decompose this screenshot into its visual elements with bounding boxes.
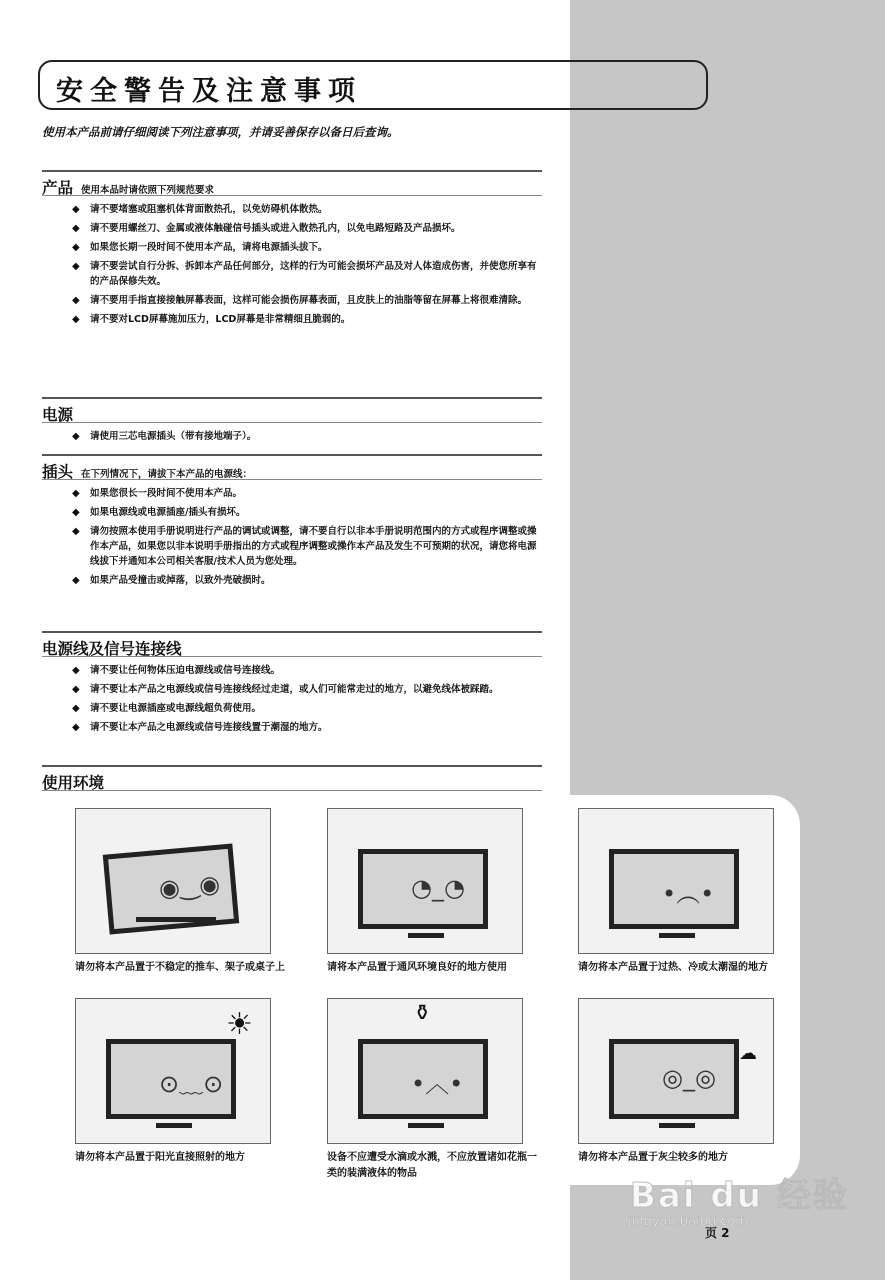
illustration-caption: 设备不应遭受水滴或水溅，不应放置诸如花瓶一类的装满液体的物品 bbox=[327, 1152, 537, 1179]
diamond-bullet-icon: ◆ bbox=[72, 431, 80, 442]
list-item: ◆ 请不要让任何物体压迫电源线或信号连接线。 bbox=[72, 665, 281, 676]
section-header bbox=[42, 767, 542, 791]
bullet-list bbox=[42, 429, 542, 444]
diamond-bullet-icon: ◆ bbox=[72, 665, 80, 676]
section-power bbox=[42, 397, 542, 448]
list-item: ◆ 请不要对LCD屏幕施加压力，LCD屏幕是非常精细且脆弱的。 bbox=[72, 314, 351, 325]
tv-stand-icon bbox=[408, 933, 444, 938]
tv-face-icon: ◔_◔ bbox=[411, 874, 465, 902]
vase-icon: ⚱ bbox=[413, 1001, 432, 1026]
illustration-frame bbox=[75, 998, 271, 1144]
section-header bbox=[42, 172, 542, 196]
tv-icon bbox=[609, 849, 739, 929]
illustration-frame bbox=[578, 998, 774, 1144]
tv-face-icon: ⊙﹏⊙ bbox=[159, 1070, 224, 1098]
cart-icon bbox=[136, 917, 216, 922]
bullet-list bbox=[42, 486, 542, 588]
tv-face-icon: ◎_◎ bbox=[662, 1064, 716, 1092]
watermark-url: jingyan.baidu.com bbox=[628, 1214, 748, 1229]
dust-icon: ☁ bbox=[739, 1043, 757, 1064]
diamond-bullet-icon: ◆ bbox=[72, 722, 80, 733]
sun-icon: ☀ bbox=[226, 1007, 253, 1042]
intro-text: 使用本产品前请仔细阅读下列注意事项，并请妥善保存以备日后查询。 bbox=[42, 125, 399, 139]
diamond-bullet-icon: ◆ bbox=[72, 314, 80, 325]
list-item: ◆ 请不要让本产品之电源线或信号连接线置于潮湿的地方。 bbox=[72, 722, 328, 733]
section-product bbox=[42, 170, 542, 331]
list-item: ◆ 请不要用螺丝刀、金属或液体触碰信号插头或进入散热孔内，以免电路短路及产品损坏。 bbox=[72, 223, 461, 234]
list-item: ◆ 请不要堵塞或阻塞机体背面散热孔，以免妨碍机体散热。 bbox=[72, 204, 328, 215]
tv-face-icon: ◉‿◉ bbox=[157, 869, 222, 903]
env-illustration-dust bbox=[578, 998, 778, 1166]
list-item: ◆ 请不要尝试自行分拆、拆卸本产品任何部分，这样的行为可能会损坏产品及对人体造成伤害，并使您所享有的产品保修失效。 bbox=[72, 261, 537, 287]
diamond-bullet-icon: ◆ bbox=[72, 575, 80, 586]
illustration-frame bbox=[578, 808, 774, 954]
list-item: ◆ 请使用三芯电源插头（带有接地端子）。 bbox=[72, 431, 257, 442]
diamond-bullet-icon: ◆ bbox=[72, 684, 80, 695]
section-cable bbox=[42, 631, 542, 739]
section-title: 插头 bbox=[42, 463, 74, 481]
section-title: 产品 bbox=[42, 179, 74, 197]
section-header bbox=[42, 399, 542, 423]
illustration-frame bbox=[75, 808, 271, 954]
section-environment bbox=[42, 765, 542, 791]
section-header bbox=[42, 633, 542, 657]
list-item: ◆ 请勿按照本使用手册说明进行产品的调试或调整，请不要自行以非本手册说明范围内的方式或程序调整或操作本产品，如果您以非本说明手册指出的方式或程序调整或操作本产品及发生不可预期的状况，请您将电源线拔下并通知本公司相关客服/技术人员为您处理。 bbox=[72, 526, 537, 567]
bullet-list bbox=[42, 202, 542, 327]
section-plug bbox=[42, 454, 542, 592]
diamond-bullet-icon: ◆ bbox=[72, 261, 80, 272]
illustration-caption: 请勿将本产品置于不稳定的推车、架子或桌子上 bbox=[75, 962, 285, 973]
illustration-frame bbox=[327, 808, 523, 954]
page-title-box bbox=[38, 60, 708, 110]
diamond-bullet-icon: ◆ bbox=[72, 204, 80, 215]
diamond-bullet-icon: ◆ bbox=[72, 703, 80, 714]
env-illustration-water bbox=[327, 998, 537, 1182]
tv-stand-icon bbox=[408, 1123, 444, 1128]
section-header bbox=[42, 456, 542, 480]
tv-icon bbox=[106, 1039, 236, 1119]
diamond-bullet-icon: ◆ bbox=[72, 488, 80, 499]
env-illustration-sunlight bbox=[75, 998, 275, 1166]
section-subtitle: 使用本品时请依照下列规范要求 bbox=[81, 185, 215, 196]
tv-icon bbox=[358, 1039, 488, 1119]
tv-stand-icon bbox=[156, 1123, 192, 1128]
diamond-bullet-icon: ◆ bbox=[72, 507, 80, 518]
diamond-bullet-icon: ◆ bbox=[72, 526, 80, 537]
list-item: ◆ 如果电源线或电源插座/插头有损坏。 bbox=[72, 507, 246, 518]
tv-icon bbox=[358, 849, 488, 929]
tv-face-icon: •︿• bbox=[411, 1070, 464, 1098]
tv-icon bbox=[609, 1039, 739, 1119]
bullet-list bbox=[42, 663, 542, 735]
list-item: ◆ 如果产品受撞击或掉落，以致外壳破损时。 bbox=[72, 575, 271, 586]
diamond-bullet-icon: ◆ bbox=[72, 242, 80, 253]
page-title: 安全警告及注意事项 bbox=[56, 76, 362, 107]
illustration-frame bbox=[327, 998, 523, 1144]
section-title: 电源线及信号连接线 bbox=[42, 640, 182, 658]
section-title: 使用环境 bbox=[42, 774, 105, 792]
illustration-caption: 请勿将本产品置于灰尘较多的地方 bbox=[578, 1152, 728, 1163]
list-item: ◆ 请不要用手指直接接触屏幕表面，这样可能会损伤屏幕表面，且皮肤上的油脂等留在屏幕上将很难清除。 bbox=[72, 295, 528, 306]
page-number: 页 2 bbox=[705, 1226, 730, 1240]
illustration-caption: 请勿将本产品置于过热、冷或太潮湿的地方 bbox=[578, 962, 768, 973]
tv-stand-icon bbox=[659, 1123, 695, 1128]
diamond-bullet-icon: ◆ bbox=[72, 223, 80, 234]
diamond-bullet-icon: ◆ bbox=[72, 295, 80, 306]
list-item: ◆ 如果您长期一段时间不使用本产品，请将电源插头拔下。 bbox=[72, 242, 328, 253]
env-illustration-ventilation bbox=[327, 808, 527, 976]
illustration-caption: 请勿将本产品置于阳光直接照射的地方 bbox=[75, 1152, 245, 1163]
list-item: ◆ 请不要让电源插座或电源线超负荷使用。 bbox=[72, 703, 262, 714]
watermark-logo: Bai du 经验 bbox=[630, 1176, 849, 1216]
tv-face-icon: •︵• bbox=[662, 880, 715, 908]
list-item: ◆ 请不要让本产品之电源线或信号连接线经过走道，或人们可能常走过的地方，以避免线体被踩踏。 bbox=[72, 684, 499, 695]
list-item: ◆ 如果您很长一段时间不使用本产品。 bbox=[72, 488, 243, 499]
section-title: 电源 bbox=[42, 406, 74, 424]
tv-stand-icon bbox=[659, 933, 695, 938]
env-illustration-temperature bbox=[578, 808, 778, 976]
section-subtitle: 在下列情况下，请拔下本产品的电源线： bbox=[81, 469, 253, 480]
env-illustration-cart bbox=[75, 808, 285, 976]
illustration-caption: 请将本产品置于通风环境良好的地方使用 bbox=[327, 962, 507, 973]
